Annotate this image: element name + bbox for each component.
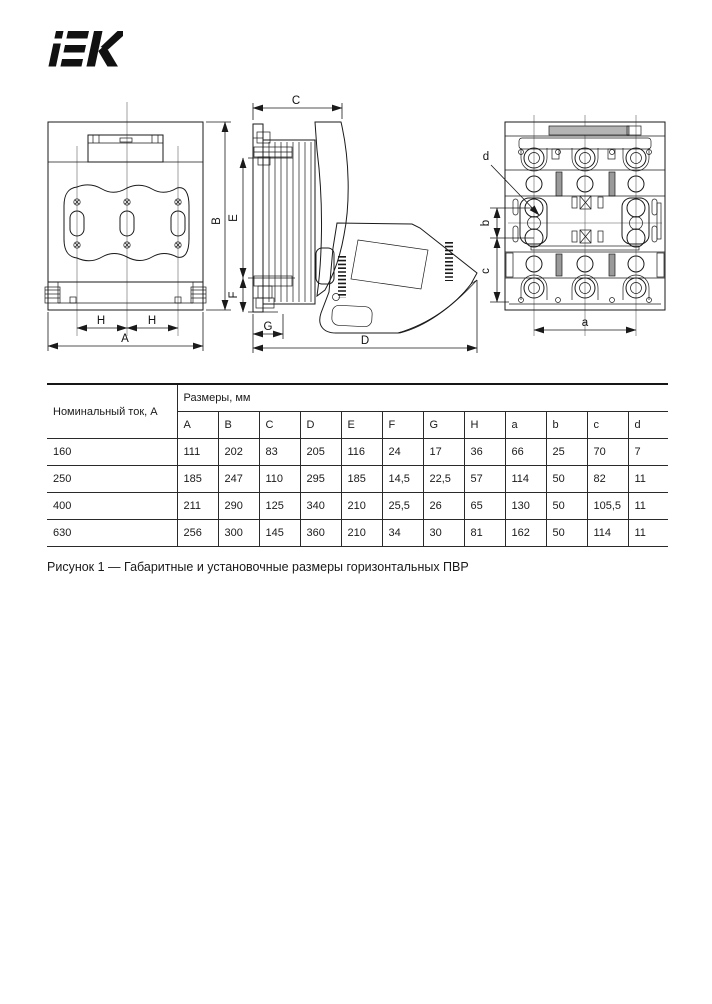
front-screws [74,199,181,248]
dim-value-cell: 81 [464,520,505,547]
dim-value-cell: 114 [505,466,546,493]
rear-view-drawing [480,115,665,336]
table-row [47,466,668,493]
dim-value-cell: 360 [300,520,341,547]
dim-value-cell: 162 [505,520,546,547]
dim-col-header: B [218,412,259,439]
table-row [47,520,668,547]
dim-col-header: a [505,412,546,439]
dim-label-a: a [581,317,589,329]
dim-label-G: G [263,321,273,333]
iek-logo-icon [45,28,123,72]
figure-drawings [0,90,712,370]
dim-value-cell: 210 [341,493,382,520]
dim-value-cell: 26 [423,493,464,520]
dim-value-cell: 340 [300,493,341,520]
top-terminal [254,132,292,165]
dim-value-cell: 105,5 [587,493,628,520]
dim-value-cell: 185 [341,466,382,493]
current-cell: 160 [47,439,177,466]
side-view-drawing [228,95,477,353]
dim-col-header: b [546,412,587,439]
dim-value-cell: 210 [341,520,382,547]
dim-value-cell: 125 [259,493,300,520]
dim-value-cell: 11 [628,466,668,493]
dim-value-cell: 70 [587,439,628,466]
dim-value-cell: 24 [382,439,423,466]
dim-col-header: G [423,412,464,439]
dim-value-cell: 30 [423,520,464,547]
dim-value-cell: 34 [382,520,423,547]
iek-logo [45,28,123,77]
dim-value-cell: 11 [628,520,668,547]
dim-value-cell: 111 [177,439,218,466]
current-cell: 630 [47,520,177,547]
dim-label-E: E [228,214,240,222]
dim-value-cell: 25,5 [382,493,423,520]
dim-value-cell: 7 [628,439,668,466]
dim-value-cell: 247 [218,466,259,493]
dim-label-A: A [121,333,129,345]
dim-value-cell: 50 [546,493,587,520]
dim-col-header: A [177,412,218,439]
dim-value-cell: 290 [218,493,259,520]
dim-value-cell: 114 [587,520,628,547]
dim-col-header: H [464,412,505,439]
figure-caption: Рисунок 1 — Габаритные и установочные размеры горизонтальных ПВР [47,560,469,574]
dim-label-D: D [360,335,370,347]
dim-value-cell: 110 [259,466,300,493]
table-header-row-1 [47,384,668,412]
dim-col-header: E [341,412,382,439]
dim-value-cell: 66 [505,439,546,466]
dim-label-F: F [228,291,240,299]
dim-value-cell: 50 [546,466,587,493]
dim-label-H1: H [96,315,106,327]
current-cell: 250 [47,466,177,493]
dim-label-H2: H [147,315,157,327]
dim-label-C: C [291,95,301,107]
dim-value-cell: 83 [259,439,300,466]
dim-value-cell: 205 [300,439,341,466]
current-cell: 400 [47,493,177,520]
rail-clips [45,287,206,303]
dim-label-B: B [211,217,223,225]
dimensions-table [47,383,668,547]
dim-value-cell: 25 [546,439,587,466]
dim-col-header: d [628,412,668,439]
bottom-terminal [254,276,292,308]
dim-label-c: c [480,268,492,274]
dim-value-cell: 36 [464,439,505,466]
dim-col-header: C [259,412,300,439]
sizes-header-cell: Размеры, мм [177,384,668,412]
dim-value-cell: 145 [259,520,300,547]
dim-value-cell: 65 [464,493,505,520]
dim-value-cell: 295 [300,466,341,493]
dim-col-header: D [300,412,341,439]
dim-value-cell: 130 [505,493,546,520]
current-header-cell: Номинальный ток, А [47,384,177,439]
table-row [47,439,668,466]
dim-value-cell: 185 [177,466,218,493]
front-view-drawing [45,102,231,351]
dim-value-cell: 14,5 [382,466,423,493]
dim-value-cell: 50 [546,520,587,547]
dim-value-cell: 11 [628,493,668,520]
dim-value-cell: 57 [464,466,505,493]
dim-value-cell: 17 [423,439,464,466]
dim-value-cell: 116 [341,439,382,466]
dim-label-d: d [482,151,490,163]
dim-col-header: F [382,412,423,439]
dim-label-b: b [480,219,492,227]
dim-value-cell: 211 [177,493,218,520]
dim-value-cell: 300 [218,520,259,547]
table-row [47,493,668,520]
dim-col-header: c [587,412,628,439]
dim-value-cell: 22,5 [423,466,464,493]
dim-value-cell: 82 [587,466,628,493]
dim-value-cell: 256 [177,520,218,547]
dim-value-cell: 202 [218,439,259,466]
